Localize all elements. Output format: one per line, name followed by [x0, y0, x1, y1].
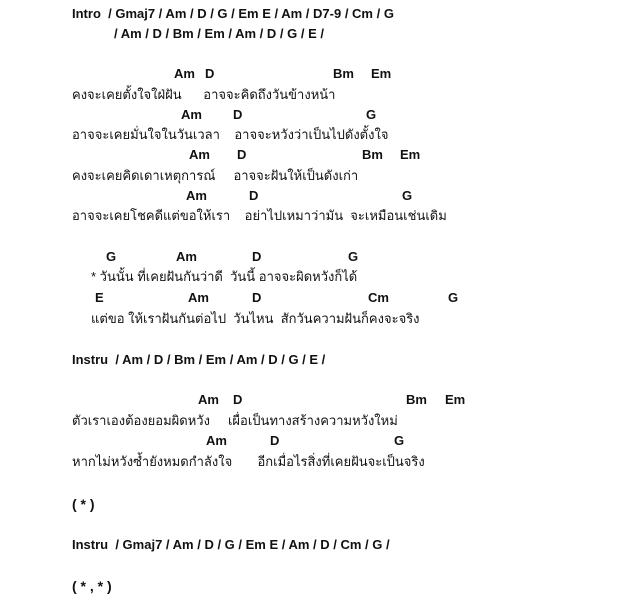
lyric-line: คงจะเคยตั้งใจใฝ่ฝัน อาจจะคิดถึงวันข้างหน้า: [72, 87, 336, 102]
chord: Am: [189, 147, 210, 162]
repeat-chorus-marker: ( * ): [72, 496, 95, 512]
chord: D: [233, 107, 243, 122]
lyric-line: ตัวเราเองต้องยอมผิดหวัง เผื่อเป็นทางสร้างความหวังใหม่: [72, 413, 398, 428]
chord: Am: [176, 249, 197, 264]
chord: Am: [181, 107, 202, 122]
intro-line-2: / Am / D / Bm / Em / Am / D / G / E /: [114, 26, 324, 41]
chord: D: [270, 433, 280, 448]
lyric-line: คงจะเคยคิดเดาเหตุการณ์ อาจจะฝันให้เป็นดังเก่า: [72, 168, 359, 183]
instru-line-1: Instru / Am / D / Bm / Em / Am / D / G / E /: [72, 352, 326, 367]
chord: Cm: [368, 290, 389, 305]
chord: G: [348, 249, 359, 264]
chord: G: [448, 290, 459, 305]
lyric-line: อาจจะเคยโชคดีแต่ขอให้เรา อย่าไปเหมาว่ามัน จะเหมือนเช่นเดิม: [72, 208, 447, 223]
lyric-line: * วันนั้น ที่เคยฝันกันว่าดี วันนี้ อาจจะผิดหวังก็ได้: [91, 269, 358, 284]
chord: G: [366, 107, 377, 122]
lyric-line: แต่ขอ ให้เราฝันกันต่อไป วันไหน สักวันความฝันก็คงจะจริง: [91, 311, 420, 326]
chord: G: [402, 188, 413, 203]
intro-line-1: Intro / Gmaj7 / Am / D / G / Em E / Am / D7-9 / Cm / G: [72, 6, 394, 21]
chord: D: [252, 249, 262, 264]
chord: Em: [400, 147, 421, 162]
chord: D: [237, 147, 247, 162]
chord: E: [95, 290, 104, 305]
chord: Am: [206, 433, 227, 448]
instru-line-2: Instru / Gmaj7 / Am / D / G / Em E / Am / D / Cm / G /: [72, 537, 390, 552]
chord: D: [205, 66, 215, 81]
chord: Am: [188, 290, 209, 305]
chord: Bm: [362, 147, 383, 162]
chord: Am: [186, 188, 207, 203]
chord: Am: [174, 66, 195, 81]
lyric-line: อาจจะเคยมั่นใจในวันเวลา อาจจะหวังว่าเป็นไปดังตั้งใจ: [72, 127, 389, 142]
repeat-chorus-twice-marker: ( * , * ): [72, 578, 112, 594]
chord: Em: [371, 66, 392, 81]
chord: G: [106, 249, 117, 264]
chord: D: [249, 188, 259, 203]
lyric-line: หากไม่หวังซ้ำยังหมดกำลังใจ อีกเมื่อไรสิ่งที่เคยฝันจะเป็นจริง: [72, 454, 425, 469]
chord: D: [252, 290, 262, 305]
chord: Bm: [333, 66, 354, 81]
chord: G: [394, 433, 405, 448]
chord: D: [233, 392, 243, 407]
chord: Bm: [406, 392, 427, 407]
chord: Em: [445, 392, 466, 407]
chord: Am: [198, 392, 219, 407]
